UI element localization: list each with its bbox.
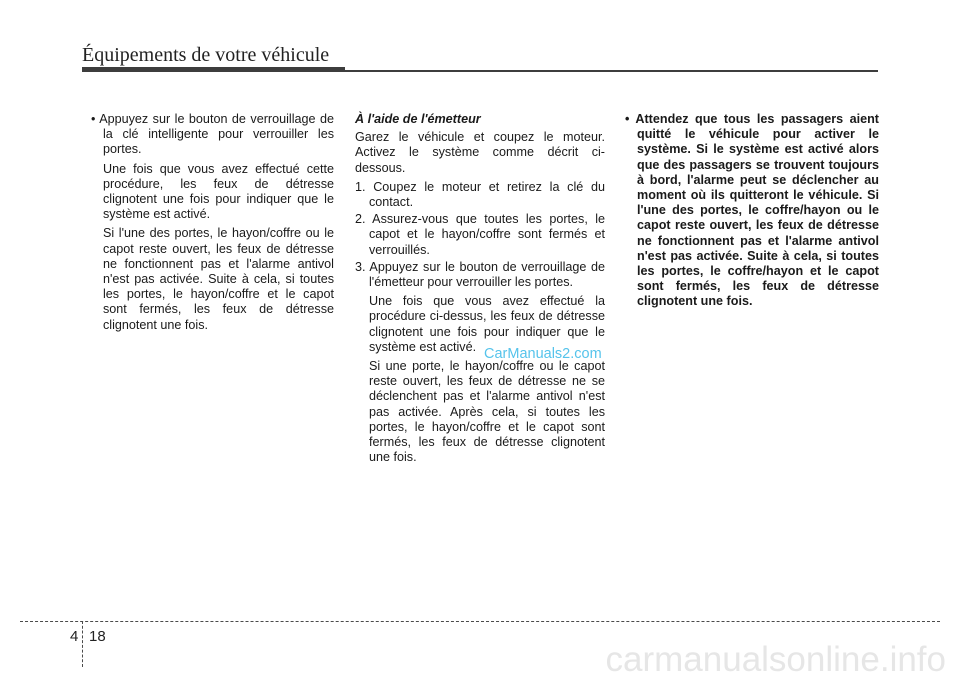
paragraph: Si l'une des portes, le hayon/coffre ou le capot reste ouvert, les feux de détresse ne fonctionnent pas et l'alarme antivol n'est pas activée. Suite à cela, si toutes les portes, le hayon/coffre et le capot sont fermés, les feux de détresse clignotent une fois. — [103, 226, 334, 332]
footer-rule — [20, 621, 940, 622]
header-rule — [345, 70, 878, 72]
paragraph: Une fois que vous avez effectué la procédure ci-dessus, les feux de détresse clignotent une fois pour indiquer que le système est activé. — [369, 294, 605, 354]
numbered-step: 2. Assurez-vous que toutes les portes, le capot et le hayon/coffre sont fermés et verrouillés. — [355, 212, 605, 257]
bullet-item: • Appuyez sur le bouton de verrouillage de la clé intelligente pour verrouiller les portes. — [91, 112, 334, 157]
numbered-step: 3. Appuyez sur le bouton de verrouillage de l'émetteur pour verrouiller les portes. — [355, 259, 605, 290]
column-1 — [91, 112, 334, 333]
watermark: CarManuals2.com — [484, 346, 602, 362]
column-3 — [625, 112, 879, 310]
site-watermark: carmanualsonline.info — [605, 640, 946, 679]
header-bar — [82, 67, 345, 72]
paragraph: Une fois que vous avez effectué cette procédure, les feux de détresse clignotent une fois pour indiquer que le système est activé. — [103, 161, 334, 222]
numbered-step: 1. Coupez le moteur et retirez la clé du contact. — [355, 179, 605, 210]
page-number: 18 — [89, 628, 106, 645]
page-number-divider — [82, 621, 83, 667]
bullet-item: • Attendez que tous les passagers aient quitté le véhicule pour activer le système. Si le système est activé alors que des passagers se trouvent toujours à bord, l'alarme peut se déclencher au moment où ils quitteront le véhicule. Si l'une des portes, le coffre/hayon ou le capot reste ouvert, les feux de détresse ne fonctionnent pas et l'alarme antivol n'est pas activée. Suite à cela, si toutes les portes, le coffre/hayon et le capot sont fermés, les feux de détresse clignotent une fois. — [625, 112, 879, 309]
column-2 — [355, 112, 605, 465]
chapter-number: 4 — [70, 628, 79, 645]
page-header-title: Équipements de votre véhicule — [82, 44, 330, 66]
paragraph: Garez le véhicule et coupez le moteur. Activez le système comme décrit ci-dessous. — [355, 130, 605, 175]
paragraph: Si une porte, le hayon/coffre ou le capot reste ouvert, les feux de détresse ne se déclenchent pas et l'alarme antivol n'est pas activée. Après cela, si toutes les portes, le hayon/coffre et le capot sont fermés, les feux de détresse clignotent une fois. — [369, 359, 605, 465]
section-subtitle: À l'aide de l'émetteur — [355, 112, 481, 126]
